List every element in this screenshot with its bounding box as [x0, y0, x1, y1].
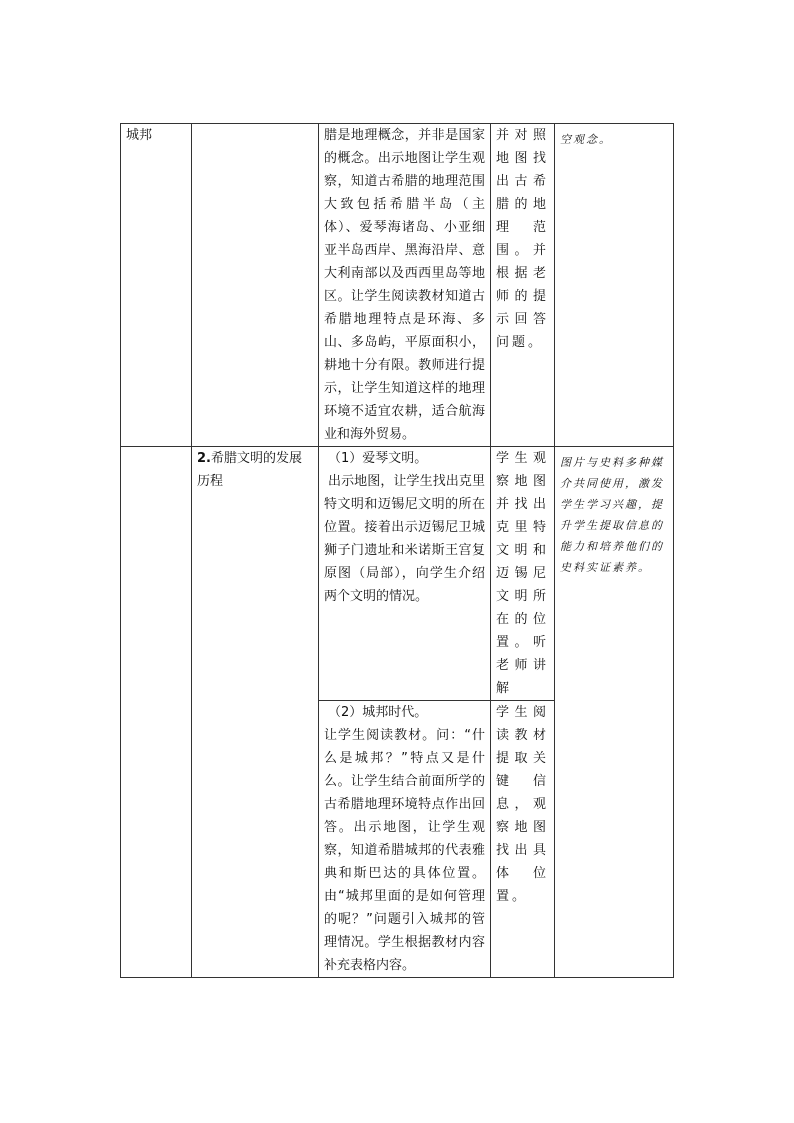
- teacher-activity-text: 让学生阅读教材。问：“什么是城邦？”特点又是什么。让学生结合前面所学的古希腊地理环境特点作出回答。出示地图，让学生观察，知道希腊城邦的代表雅典和斯巴达的具体位置。由“城邦里面的是如何管理的呢？”问题引入城邦的管理情况。学生根据教材内容补充表格内容。: [324, 728, 485, 973]
- table-row: [121, 124, 674, 447]
- subsection-heading: （1）爱琴文明。: [328, 451, 428, 466]
- design-intent-text: 图片与史料多种媒介共同使用，激发学生学习兴趣，提升学生提取信息的能力和培养他们的史料实证素养。: [560, 456, 664, 574]
- cell-student-activity: [491, 447, 555, 701]
- cell-teacher-activity: [319, 124, 491, 447]
- cell-section: [192, 124, 319, 447]
- section-title-text: 希腊文明的发展历程: [197, 451, 302, 489]
- student-activity-text: 学生观察地图并找出克里特文明和迈锡尼文明所在的位置。听老师讲解: [496, 451, 549, 696]
- cell-topic: [121, 124, 192, 447]
- student-activity-text: 学生阅读教材提取关键信息，观察地图找出具体位置。: [496, 705, 549, 904]
- table-row: [121, 447, 674, 701]
- cell-design-intent: [555, 124, 674, 447]
- lesson-plan-table: [120, 123, 674, 978]
- cell-student-activity: [491, 701, 555, 978]
- cell-teacher-activity: [319, 701, 491, 978]
- section-title: [197, 447, 313, 493]
- teacher-activity-text: 腊是地理概念，并非是国家的概念。出示地图让学生观察，知道古希腊的地理范围大致包括希腊半岛（主体）、爱琴海诸岛、小亚细亚半岛西岸、黑海沿岸、意大利南部以及西西里岛等地区。让学生阅读教材知道古希腊地理特点是环海、多山、多岛屿，平原面积小，耕地十分有限。教师进行提示，让学生知道这样的地理环境不适宜农耕，适合航海业和海外贸易。: [324, 128, 485, 442]
- cell-student-activity: [491, 124, 555, 447]
- cell-section: [192, 447, 319, 978]
- cell-teacher-activity: [319, 447, 491, 701]
- subsection-heading: （2）城邦时代。: [328, 705, 428, 720]
- design-intent-text: 空观念。: [560, 133, 612, 146]
- section-number: 2.: [197, 451, 211, 466]
- teacher-activity-text: 出示地图，让学生找出克里特文明和迈锡尼文明的所在位置。接着出示迈锡尼卫城狮子门遗址和米诺斯王宫复原图（局部），向学生介绍两个文明的情况。: [324, 474, 485, 604]
- cell-design-intent: [555, 447, 674, 978]
- student-activity-text: 并对照地图找出古希腊的地理范围。并根据老师的提示回答问题。: [496, 128, 549, 350]
- cell-topic-empty: [121, 447, 192, 978]
- topic-text: 城邦: [126, 128, 153, 143]
